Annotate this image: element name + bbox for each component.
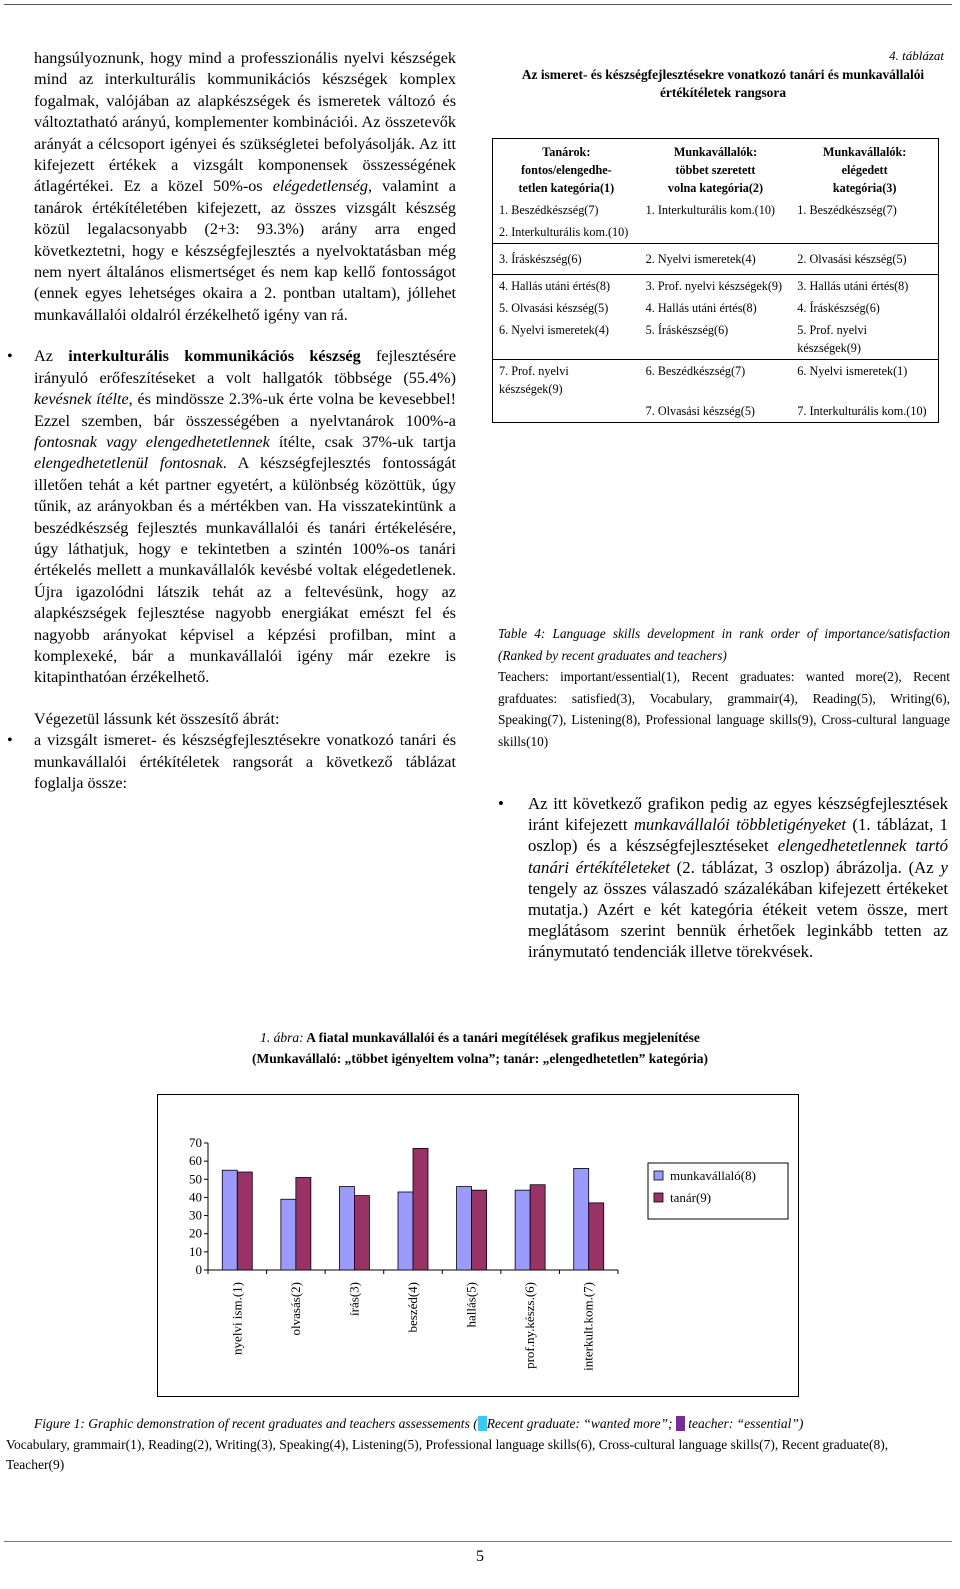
table-row — [493, 199, 939, 221]
x-tick-label: prof.ny.készs.(6) — [522, 1282, 538, 1369]
y-tick-label: 20 — [189, 1225, 202, 1241]
bar — [237, 1172, 252, 1270]
left-column — [7, 48, 457, 794]
top-rule — [4, 4, 952, 5]
y-tick-label: 50 — [189, 1171, 202, 1187]
x-tick-label: interkult.kom.(7) — [580, 1282, 596, 1371]
table-cell — [640, 221, 792, 244]
page-number: 5 — [476, 1548, 484, 1565]
table-row — [493, 244, 939, 275]
table-row — [493, 360, 939, 401]
legend-swatch — [654, 1171, 663, 1180]
table-cell: 3. Prof. nyelvi készségek(9) — [640, 275, 792, 298]
table-row — [493, 319, 939, 360]
figure-caption-legend: Vocabulary, grammair(1), Reading(2), Writing(3), Speaking(4), Listening(5), Professional language skills(6), Cross-cultural language skills(7), Recent graduate(8), Teacher(9) — [6, 1436, 889, 1472]
table-header-cell: Munkavállalók: elégedett kategória(3) — [822, 145, 907, 195]
bottom-rule — [4, 1541, 952, 1542]
table-cell: 1. Beszédkészség(7) — [499, 203, 599, 217]
y-tick-label: 0 — [195, 1262, 202, 1277]
x-tick-label: beszéd(4) — [405, 1282, 420, 1333]
bar — [222, 1170, 237, 1270]
table-cell: 3. Hallás utáni értés(8) — [791, 275, 938, 298]
bar — [339, 1187, 354, 1270]
table-title: Az ismeret- és készségfejlesztésekre vonatkozó tanári és munkavállalói értékítéletek rangsora — [521, 67, 925, 100]
table-cell: 2. Olvasási készség(5) — [791, 244, 938, 275]
table-cell: 6. Nyelvi ismeretek(4) — [499, 323, 609, 337]
bullet-paragraph-2: • a vizsgált ismeret- és készségfejlesztésekre vonatkozó tanári és munkavállalói értékítéletek rangsorát a következő táblázat foglalja össze: — [7, 731, 456, 792]
bar — [574, 1168, 589, 1270]
table-cell: 7. Olvasási készség(5) — [645, 404, 755, 418]
table-cell: 5. Prof. nyelvi készségek(9) — [797, 323, 868, 355]
table-cell: 3. Íráskészség(6) — [493, 244, 640, 275]
table-number: 4. táblázat — [889, 48, 944, 63]
table-caption — [498, 623, 950, 752]
y-tick-label: 30 — [189, 1207, 202, 1223]
table-row — [493, 400, 939, 423]
bar — [354, 1196, 369, 1270]
legend-swatch — [654, 1193, 663, 1202]
table-cell — [493, 400, 640, 423]
bar — [281, 1199, 296, 1270]
table-cell: 6. Nyelvi ismeretek(1) — [791, 360, 938, 401]
teacher-swatch-icon — [676, 1416, 685, 1431]
table-cell: 6. Beszédkészség(7) — [640, 360, 792, 401]
table-cell: 7. Interkulturális kom.(10) — [797, 404, 927, 418]
right-column — [492, 48, 954, 962]
bar — [398, 1192, 413, 1270]
table-header-cell: Munkavállalók: többet szeretett volna kategória(2) — [667, 145, 764, 195]
x-tick-label: hallás(5) — [463, 1282, 479, 1328]
bullet-icon: • — [7, 731, 13, 750]
table-cell: 7. Prof. nyelvi készségek(9) — [493, 360, 640, 401]
bar-chart — [158, 1095, 798, 1396]
figure-caption — [0, 1414, 948, 1476]
figure-caption-italic: Figure 1: Graphic demonstration of recent graduates and teachers assessements ( Recent graduate: “wanted more”; teacher: “essential”) — [34, 1416, 804, 1431]
table-cell: 5. Íráskészség(6) — [645, 323, 729, 337]
y-tick-label: 60 — [189, 1153, 202, 1169]
table-cell: 2. Nyelvi ismeretek(4) — [640, 244, 792, 275]
figure-title: 1. ábra: A fiatal munkavállalói és a tanári megítélések grafikus megjelenítése (Munkavállaló: „többet igényeltem volna”; tanár: „elengedhetetlen” kategória) — [252, 1030, 708, 1066]
y-tick-label: 40 — [189, 1189, 202, 1205]
bar — [413, 1148, 428, 1270]
bar — [530, 1185, 545, 1270]
bar — [296, 1177, 311, 1270]
table-caption-italic: Table 4: Language skills development in rank order of importance/satisfaction (Ranked by recent graduates and teachers) — [498, 626, 950, 663]
right-bullet-paragraph: • Az itt következő grafikon pedig az egyes készségfejlesztések iránt kifejezett munkavállalói többletigényeket (1. táblázat, 1 oszlop) és a készségfejlesztéseket elengedhetetlennek tartó tanári értékítéleteket (2. táblázat, 3 oszlop) ábrázolja. (Az y tengely az összes válaszadó százalékában kifejezett értékeket mutatja.) Azért e két kategória étékeit vetem össze, mert meglátásom szerint bennük érhetőek leginkább tetten az iránymutató tendenciák illetve törekvések. — [498, 794, 948, 962]
bullet-icon: • — [498, 794, 504, 813]
table-cell: 1. Interkulturális kom.(10) — [645, 203, 775, 217]
paragraph-2: Végezetül lássunk két összesítő ábrát: — [34, 709, 280, 728]
table-header-cell: Tanárok: fontos/elengedhe- tetlen kategória(1) — [518, 145, 615, 195]
bar — [457, 1187, 472, 1270]
x-tick-label: nyelvi ism.(1) — [229, 1282, 245, 1355]
table-caption-legend: Teachers: important/essential(1), Recent graduates: wanted more(2), Recent grafduates: satisfied(3), Vocabulary, grammair(4), Reading(5), Writing(6), Speaking(7), Listening(8), Professional language skills(9), Cross-cultural language skills(10) — [498, 669, 950, 749]
x-tick-label: írás(3) — [346, 1282, 362, 1316]
table-cell: 5. Olvasási készség(5) — [499, 301, 609, 315]
table-row — [493, 297, 939, 319]
legend-label: tanár(9) — [670, 1190, 712, 1205]
table-cell: 4. Hallás utáni értés(8) — [645, 301, 757, 315]
table-row — [493, 275, 939, 298]
bar — [589, 1203, 604, 1270]
table-cell: 4. Hallás utáni értés(8) — [493, 275, 640, 298]
bar-chart-frame — [157, 1094, 799, 1397]
table-cell: 1. Beszédkészség(7) — [797, 203, 897, 217]
bullet-paragraph-1: • Az interkulturális kommunikációs készség fejlesztésére irányuló erőfeszítéseket a volt hallgatók többsége (55.4%) kevésnek ítélte, és mindössze 2.3%-uk érte volna be kevesebbel! Ezzel szemben, bár összességében a nyelvtanárok 100%-a fontosnak vagy elengedhetetlennek ítélte, csak 37%-uk tartja elengedhetetlenül fontosnak. A készségfejlesztés fontosságát illetően tehát a két partner egyetért, a különbség közöttük, úgy tűnik, az arányokban és a mértékben van. Ha visszatekintünk a beszédkészség fejlesztés munkavállalói és tanári értékelésére, úgy láthatjuk, hogy e tekintetben a szintén 100%-os tanári értékelés mellett a munkavállalók kevésbé voltak elégedetlenek. Újra igazolódni látszik tehát az a feltevésünk, hogy az alapkészségek fejlesztése nagyobb energiákat emészt fel és nagyobb arányokat képvisel a képzési profilban, mint a komplexeké, bár a munkavállalói igény már ezekre is kitapinthatóan érzékelhető. — [7, 347, 457, 687]
graduate-swatch-icon — [478, 1416, 487, 1431]
table-cell — [791, 221, 938, 244]
y-tick-label: 10 — [189, 1243, 202, 1259]
table-cell: 2. Interkulturális kom.(10) — [499, 225, 629, 239]
table-cell: 4. Íráskészség(6) — [797, 301, 880, 315]
x-tick-label: olvasás(2) — [287, 1282, 303, 1336]
y-tick-label: 70 — [189, 1135, 202, 1150]
bar — [472, 1190, 487, 1270]
legend-label: munkavállaló(8) — [670, 1168, 756, 1183]
bullet-icon: • — [7, 347, 13, 366]
paragraph-1: hangsúlyoznunk, hogy mind a professzionális nyelvi készségek mind az interkulturális kommunikációs készségek komplex fogalmak, valójában az alapkészségek és ismeretek változó és változtatható arányú, komplementer kombinációi. Az összetevők arányát a célcsoport igényei és szükségletei befolyásolják. Az itt kifejezett értékek a vizsgált komponensek összességének átlagértékei. Ez a közel 50%-os elégedetlenség, valamint a tanárok értékítéletében kifejezett, az összes vizsgált készség közül legalacsonyabb (2+3: 93.3%) arány arra enged következtetni, hogy e készségfejlesztés a nyelvoktatásban még nem nyert általános elismertséget és nem kap kellő fontosságot (ennek egyes lehetséges okaira a 2. pontban utaltam), jóllehet munkavállalói oldalról érzékelhető igény van rá. — [34, 49, 456, 324]
rank-table — [492, 138, 939, 423]
table-row — [493, 221, 939, 244]
table-header-row — [493, 139, 939, 200]
bar — [515, 1190, 530, 1270]
